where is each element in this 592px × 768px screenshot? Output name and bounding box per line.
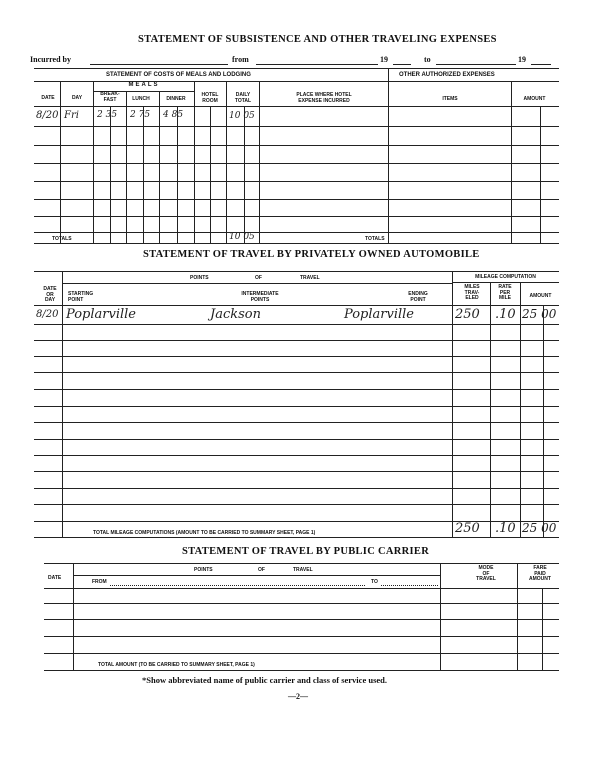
other-expenses-title: OTHER AUTHORIZED EXPENSES [399,72,495,78]
daily-total-header: DAILY TOTAL [234,92,252,104]
auto-row-line [34,488,559,489]
auto-top-border [34,271,559,272]
page-number: —2— [288,692,308,701]
starting-point-header: STARTING POINT [68,291,94,303]
meals-header-bottom [34,106,559,107]
meals-row-line [34,181,559,182]
meals-totals-value[interactable]: 10 05 [229,232,255,242]
public-row-line [44,603,559,604]
public-points-divider [74,575,440,576]
public-section-title: STATEMENT OF TRAVEL BY PUBLIC CARRIER [182,546,430,557]
meals-row-line [34,232,559,233]
public-from-field[interactable] [110,585,365,586]
total-mileage-label: TOTAL MILEAGE COMPUTATIONS (AMOUNT TO BE CARRIED TO SUMMARY SHEET, PAGE 1) [93,530,316,536]
auto-col-divider [520,282,521,537]
auto-section-title: STATEMENT OF TRAVEL BY PRIVATELY OWNED AUTOMOBILE [143,249,480,260]
total-amount-entry[interactable]: 25 00 [522,521,557,535]
auto-bottom-border [34,537,559,538]
auto-row-line [34,455,559,456]
lunch-entry[interactable]: 2 75 [130,110,151,120]
meals-day-entry[interactable]: Fri [64,110,79,121]
public-travel-label: TRAVEL [293,567,313,573]
meals-col-divider [159,92,160,243]
auto-row-line [34,356,559,357]
miles-traveled-header: MILES TRAV- ELED [464,284,480,301]
rate-entry[interactable]: .10 [495,307,516,322]
year-line-b[interactable] [531,64,551,65]
breakfast-header: BREAK- FAST [100,91,120,103]
auto-row-line [34,504,559,505]
public-to-label: TO [371,579,378,585]
from-label: from [232,55,249,64]
auto-points-label: POINTS [190,275,209,281]
meals-col-divider [126,92,127,243]
hotel-room-header: HOTEL ROOM [201,92,219,104]
breakfast-entry[interactable]: 2 35 [97,110,118,120]
intermediate-point-entry[interactable]: Jackson [210,307,261,322]
public-col-divider [542,588,543,670]
daily-total-entry[interactable]: 10 05 [229,111,255,121]
meals-col-divider [60,81,61,243]
meals-title-divider [34,81,559,82]
date-header: DATE [41,95,55,101]
fare-paid-header: FARE PAID AMOUNT [529,565,551,582]
meals-date-entry[interactable]: 8/20 [36,110,59,121]
items-header: ITEMS [442,96,458,102]
place-header: PLACE WHERE HOTEL EXPENSE INCURRED [296,92,352,104]
dinner-entry[interactable]: 4 85 [163,110,184,120]
auto-row-line [34,471,559,472]
auto-row-line [34,521,559,522]
public-row-line [44,636,559,637]
public-top-border [44,563,559,564]
auto-row-line [34,324,559,325]
mileage-computation-header: MILEAGE COMPUTATION [475,274,536,280]
auto-row-line [34,372,559,373]
intermediate-points-header: INTERMEDIATE POINTS [241,291,279,303]
incurred-by-line[interactable] [90,64,228,65]
auto-col-divider [452,271,453,537]
other-col-divider [511,81,512,243]
auto-amount-entry[interactable]: 25 00 [522,307,557,321]
meals-top-border [34,68,559,69]
public-from-label: FROM [92,579,107,585]
meals-row-line [34,145,559,146]
auto-row-line [34,406,559,407]
year-label-b: 19 [518,55,526,64]
public-to-field[interactable] [381,585,438,586]
meals-row-line [34,126,559,127]
public-points-label: POINTS [194,567,213,573]
footer-note: *Show abbreviated name of public carrier and class of service used. [142,675,387,685]
auto-row-line [34,422,559,423]
ending-point-header: ENDING POINT [408,291,428,303]
amount-header: AMOUNT [523,96,546,102]
meals-col-divider [259,81,260,243]
meals-col-divider [226,81,227,243]
other-totals-label: TOTALS [365,236,385,242]
auto-row-line [34,389,559,390]
auto-header-bottom [34,305,559,306]
points-header-divider [62,283,452,284]
meals-col-divider [194,81,195,243]
from-date-line[interactable] [256,64,378,65]
meals-col-divider [93,81,94,243]
total-miles-entry[interactable]: 250 [455,521,480,536]
year-line-a[interactable] [393,64,411,65]
public-header-bottom [44,588,559,589]
to-date-line[interactable] [436,64,516,65]
auto-col-divider [62,271,63,537]
meals-totals-label: TOTALS [52,236,72,242]
meals-bottom-border [34,243,559,244]
starting-point-entry[interactable]: Poplarville [66,307,137,322]
lunch-header: LUNCH [132,96,150,102]
total-rate-entry[interactable]: .10 [495,521,516,536]
public-row-line [44,619,559,620]
auto-row-line [34,340,559,341]
public-date-header: DATE [48,575,62,581]
public-bottom-border [44,670,559,671]
day-header: DAY [71,95,83,101]
dinner-header: DINNER [166,96,186,102]
mileage-header-divider [452,282,559,283]
auto-of-label: OF [255,275,262,281]
public-row-line [44,653,559,654]
auto-amount-header: AMOUNT [529,293,552,299]
ending-point-entry[interactable]: Poplarville [344,307,415,322]
auto-col-divider [490,282,491,537]
form-title: STATEMENT OF SUBSISTENCE AND OTHER TRAVELING EXPENSES [138,34,497,45]
mode-of-travel-header: MODE OF TRAVEL [476,565,496,582]
meals-row-line [34,216,559,217]
meals-group-header: MEALS [128,82,160,88]
auto-travel-label: TRAVEL [300,275,320,281]
to-label: to [424,55,431,64]
incurred-by-label: Incurred by [30,55,71,64]
public-total-label: TOTAL AMOUNT (TO BE CARRIED TO SUMMARY SHEET, PAGE 1) [98,662,255,668]
miles-entry[interactable]: 250 [455,307,480,322]
auto-row-line [34,439,559,440]
rate-per-mile-header: RATE PER MILE [498,284,512,301]
meals-row-line [34,199,559,200]
meals-row-line [34,163,559,164]
meals-section-title: STATEMENT OF COSTS OF MEALS AND LODGING [106,72,251,78]
auto-date-entry[interactable]: 8/20 [36,309,59,320]
public-of-label: OF [258,567,265,573]
year-label-a: 19 [380,55,388,64]
auto-date-header: DATE OR DAY [43,286,57,303]
